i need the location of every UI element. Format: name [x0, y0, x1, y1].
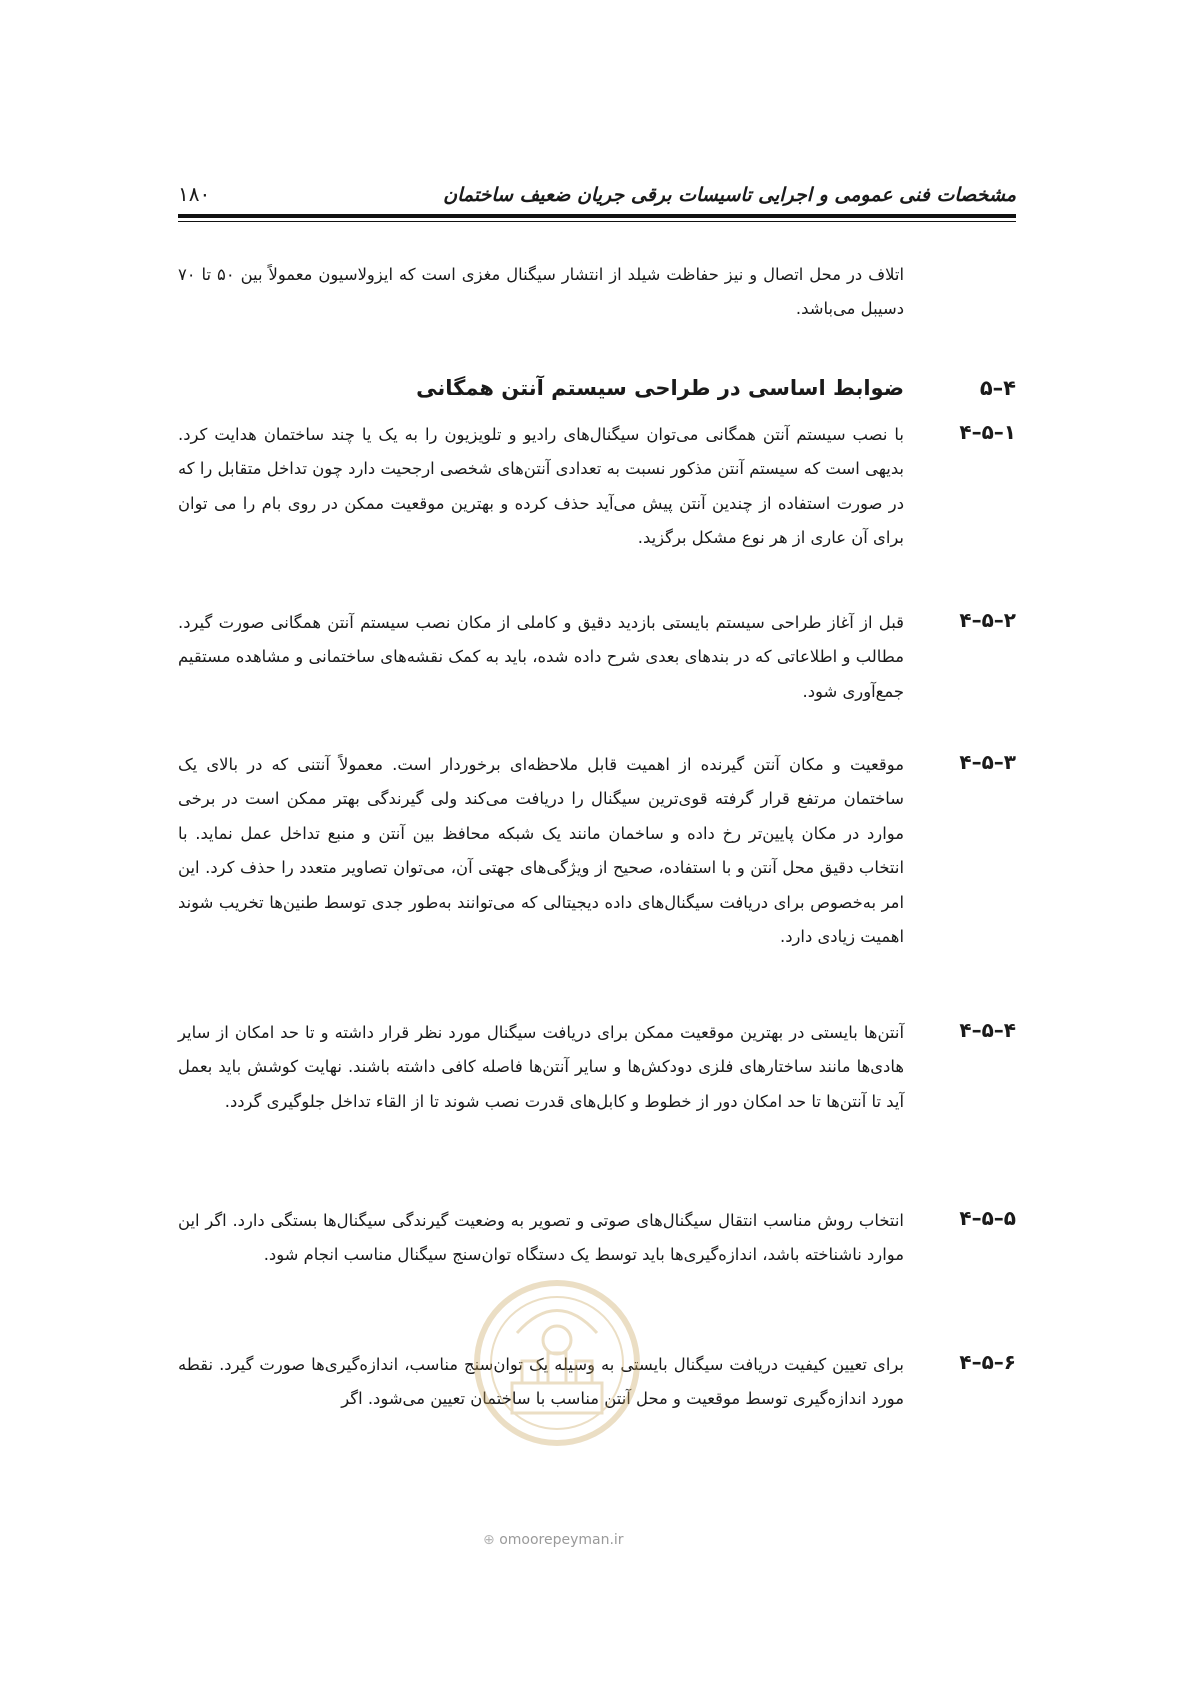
header-rule-thick [178, 214, 1016, 218]
clause-text: قبل از آغاز طراحی سیستم بایستی بازدید دقیق و کاملی از مکان نصب سیستم آنتن همگانی صورت گیرد. مطالب و اطلاعاتی که در بندهای بعدی شرح داده شده، باید به کمک نقشه‌های ساختمانی و مشاهده مستقیم جمع‌آوری شود. [178, 613, 904, 701]
section-number: ۴–۵ [979, 376, 1016, 400]
clause-number: ۴–۵–۴ [959, 1018, 1016, 1042]
clause-text: برای تعیین کیفیت دریافت سیگنال بایستی به وسیله یک توان‌سنج مناسب، اندازه‌گیری‌ها صورت گیرد. نقطه مورد اندازه‌گیری توسط موقعیت و محل آنتن مناسب با ساختمان تعیین می‌شود. اگر [178, 1355, 904, 1409]
page-header [178, 178, 1016, 214]
clause-number: ۴–۵–۶ [959, 1350, 1016, 1374]
section-title: ضوابط اساسی در طراحی سیستم آنتن همگانی [416, 376, 904, 400]
clause-text: انتخاب روش مناسب انتقال سیگنال‌های صوتی و تصویر به وضعیت گیرندگی سیگنال‌ها بستگی دارد. اگر این موارد ناشناخته باشد، اندازه‌گیری‌ها باید توسط یک دستگاه توان‌سنج سیگنال مناسب انجام شود. [178, 1211, 904, 1265]
clause-text: موقعیت و مکان آنتن گیرنده از اهمیت قابل ملاحظه‌ای برخوردار است. معمولاً آنتنی که در بالای یک ساختمان مرتفع قرار گرفته قوی‌ترین سیگنال را دریافت می‌کند ولی گیرندگی بهتر ممکن است در برخی موارد در مکان پایین‌تر رخ داده و ساخمان مانند یک شبکه محافظ بین آنتن و منبع تداخل عمل نماید. با انتخاب دقیق محل آنتن و با استفاده، صحیح از ویژگی‌های جهتی آن، می‌توان تصاویر متعدد را حذف کرد. این امر به‌خصوص برای دریافت سیگنال‌های داده دیجیتالی که می‌توانند به‌طور جدی توسط طنین‌ها تخریب شوند اهمیت زیادی دارد. [178, 755, 904, 947]
intro-paragraph: اتلاف در محل اتصال و نیز حفاظت شیلد از انتشار سیگنال مغزی است که ایزولاسیون معمولاً بین ۵۰ تا ۷۰ دسیبل می‌باشد. [178, 265, 904, 319]
header-title: مشخصات فنی عمومی و اجرایی تاسیسات برقی جریان ضعیف ساختمان [443, 184, 1016, 206]
clause-number: ۴–۵–۲ [959, 608, 1016, 632]
header-rule-thin [178, 221, 1016, 222]
page-number: ۱۸۰ [178, 182, 211, 206]
section-heading [178, 376, 1016, 410]
clause-number: ۴–۵–۵ [959, 1206, 1016, 1230]
watermark-logo-icon [472, 1278, 642, 1448]
watermark-site [483, 1532, 624, 1548]
clause-number: ۴–۵–۳ [959, 750, 1016, 774]
clause-text: آنتن‌ها بایستی در بهترین موقعیت ممکن برای دریافت سیگنال مورد نظر قرار داشته و تا حد امکان از سایر هادی‌ها مانند ساختارهای فلزی دودکش‌ها و سایر آنتن‌ها فاصله کافی داشته باشند. نهایت کوشش باید بعمل آید تا آنتن‌ها تا حد امکان دور از خطوط و کابل‌های قدرت نصب شوند تا از القاء تداخل جلوگیری گردد. [178, 1023, 904, 1111]
watermark-site-text: omoorepeyman.ir [499, 1532, 624, 1548]
clause-text: با نصب سیستم آنتن همگانی می‌توان سیگنال‌های رادیو و تلویزیون را به یک یا چند ساختمان هدایت کرد. بدیهی است که سیستم آنتن مذکور نسبت به تعدادی آنتن‌های شخصی ارجحیت دارد چون تداخل متقابل را که در صورت استفاده از چندین آنتن پیش می‌آید حذف کرده و بهترین موقعیت ممکن در روی بام را می توان برای آن عاری از هر نوع مشکل برگزید. [178, 425, 904, 548]
globe-icon: ⊕ [483, 1532, 495, 1548]
clause-number: ۴–۵–۱ [959, 420, 1016, 444]
